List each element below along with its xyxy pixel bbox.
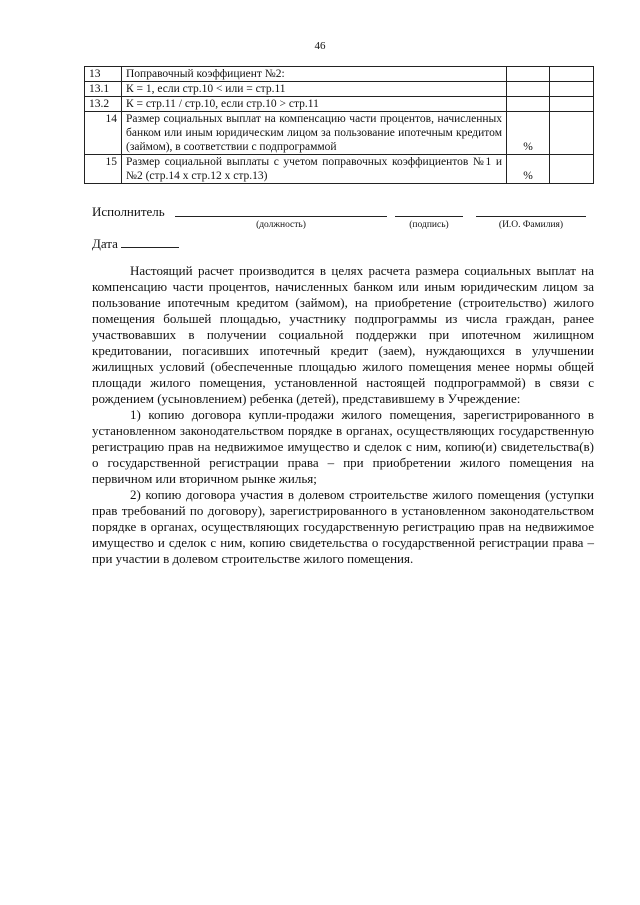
row-number: 13.1 xyxy=(85,82,122,97)
body-text xyxy=(92,263,594,567)
row-unit xyxy=(507,82,550,97)
name-caption: (И.О. Фамилия) xyxy=(498,220,564,230)
row-description: К = стр.11 / стр.10, если стр.10 > стр.11 xyxy=(122,97,507,112)
calculation-table xyxy=(84,66,594,184)
position-line xyxy=(175,216,387,217)
row-unit xyxy=(507,67,550,82)
row-number: 15 xyxy=(85,155,122,184)
row-value xyxy=(550,82,594,97)
row-value xyxy=(550,112,594,155)
row-number: 14 xyxy=(85,112,122,155)
row-unit xyxy=(507,97,550,112)
date-label: Дата xyxy=(92,236,118,251)
row-value xyxy=(550,155,594,184)
row-unit: % xyxy=(507,112,550,155)
row-number: 13 xyxy=(85,67,122,82)
row-value xyxy=(550,97,594,112)
executor-label: Исполнитель xyxy=(92,204,165,219)
row-description: Размер социальной выплаты с учетом поправочных коэффициентов №1 и №2 (стр.14 х стр.12 х стр.13) xyxy=(122,155,507,184)
row-description: Размер социальных выплат на компенсацию части процентов, начисленных банком или иным юридическим лицом за пользование ипотечным кредитом (займом), в соответствии с подпрограммой xyxy=(122,112,507,155)
table-row xyxy=(85,82,594,97)
table-row xyxy=(85,67,594,82)
list-item: 2) копию договора участия в долевом строительстве жилого помещения (уступки прав требований по договору), зарегистрированного в установленном законодательством порядке в органах, осуществляющих государственную регистрацию прав на недвижимое имущество и сделок с ним, копию свидетельства о государственной регистрации права – при участии в долевом строительстве жилого помещения. xyxy=(92,487,594,566)
page-number: 46 xyxy=(314,40,326,52)
table-row xyxy=(85,155,594,184)
row-unit: % xyxy=(507,155,550,184)
table-row xyxy=(85,97,594,112)
date-row xyxy=(92,235,179,252)
signature-caption: (подпись) xyxy=(409,220,449,230)
intro-paragraph: Настоящий расчет производится в целях расчета размера социальных выплат на компенсацию части процентов, начисленных банком или иным юридическим лицом за пользование ипотечным кредитом (займом), на приобретение (строительство) жилого помещения большей площадью, участнику подпрограммы из числа граждан, ранее участвовавших в получении социальной поддержки при ипотечном жилищном кредитовании, погасивших ипотечный кредит (заем), нуждающихся в улучшении жилищных условий (обеспеченные площадью жилого помещения менее нормы общей площади жилого помещения, установленной настоящей подпрограммой) в связи с рождением (усыновлением) ребенка (детей), представившему в Учреждение: xyxy=(92,263,594,406)
date-line xyxy=(121,235,179,248)
table-row xyxy=(85,112,594,155)
name-line xyxy=(476,216,586,217)
row-value xyxy=(550,67,594,82)
position-caption: (должность) xyxy=(256,220,306,230)
signature-line xyxy=(395,216,463,217)
row-description: К = 1, если стр.10 < или = стр.11 xyxy=(122,82,507,97)
list-item: 1) копию договора купли-продажи жилого помещения, зарегистрированного в установленном законодательством порядке в органах, осуществляющих государственную регистрацию прав на недвижимое имущество и сделок с ним, копию(и) свидетельства(в) о государственной регистрации права – при приобретении жилого помещения на первичном или вторичном рынке жилья; xyxy=(92,407,594,486)
row-number: 13.2 xyxy=(85,97,122,112)
row-description: Поправочный коэффициент №2: xyxy=(122,67,507,82)
